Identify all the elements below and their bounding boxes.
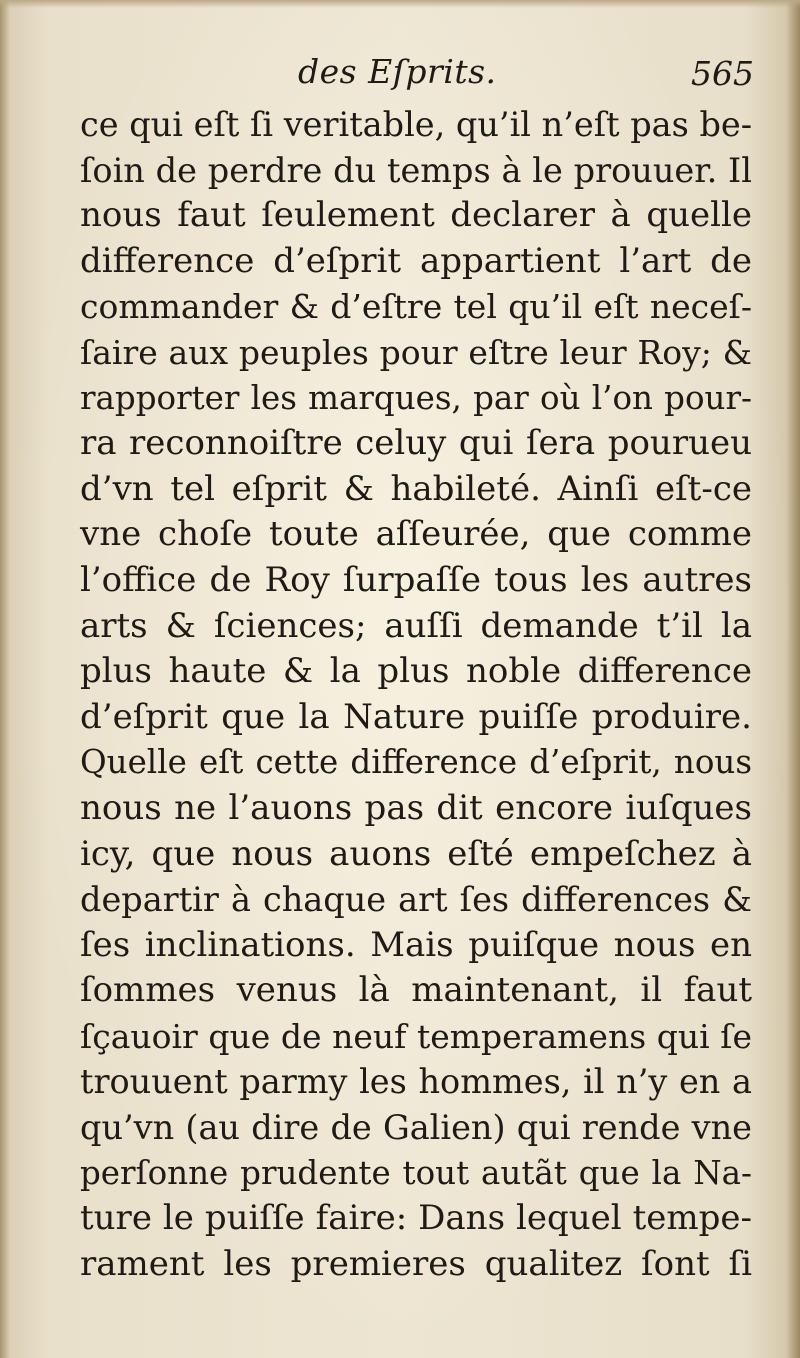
text-line: departir à chaque art ſes differences & — [80, 880, 752, 920]
body-text — [80, 102, 752, 1287]
text-line: l’office de Roy ſurpaſſe tous les autres — [80, 559, 752, 600]
text-line: icy, que nous auons eſté empeſchez à — [80, 833, 752, 874]
text-line: vne choſe toute aſſeurée, que comme — [80, 514, 752, 555]
page-top-edge-shadow — [0, 0, 800, 8]
page-left-edge-shadow — [0, 0, 10, 1358]
text-line: d’vn tel eſprit & habileté. Ainſi eſt-ce — [80, 468, 752, 509]
text-line: plus haute & la plus noble difference — [80, 651, 752, 692]
text-line: difference d’eſprit appartient l’art de — [80, 240, 752, 281]
text-line: rapporter les marques, par où l’on pour- — [80, 378, 752, 417]
text-line: d’eſprit que la Nature puiſſe produire. — [80, 696, 752, 737]
text-line: ture le puiſſe faire: Dans lequel tempe- — [80, 1198, 752, 1239]
text-line: qu’vn (au dire de Galien) qui rende vne — [80, 1108, 752, 1148]
text-line: perſonne prudente tout autãt que la Na- — [80, 1153, 752, 1192]
text-line: ſoin de perdre du temps à le prouuer. Il — [80, 150, 752, 190]
running-head: des Eſprits. — [298, 52, 497, 91]
text-line: ſes inclinations. Mais puiſque nous en — [80, 924, 752, 965]
page-header — [80, 52, 758, 96]
text-line: rament les premieres qualitez ſont ſi — [80, 1243, 752, 1284]
text-line: commander & d’eſtre tel qu’il eſt neceſ- — [80, 287, 752, 327]
text-line: trouuent parmy les hommes, il n’y en a — [80, 1062, 752, 1102]
text-line: arts & ſciences; auſſi demande t’il la — [80, 605, 752, 646]
text-line: Quelle eſt cette difference d’eſprit, nous — [80, 743, 752, 782]
page-number: 565 — [691, 54, 754, 93]
text-line: nous ne l’auons pas dit encore iuſques — [80, 787, 752, 828]
text-line: ſommes venus là maintenant, il faut — [80, 970, 752, 1011]
text-line: ſaire aux peuples pour eſtre leur Roy; & — [80, 332, 752, 372]
text-line: nous faut ſeulement declarer à quelle — [80, 195, 752, 236]
page-right-edge-shadow — [786, 0, 800, 1358]
text-line: ra reconnoiſtre celuy qui ſera pourueu — [80, 423, 752, 464]
text-line: ſçauoir que de neuf temperamens qui ſe — [80, 1016, 752, 1056]
text-line: ce qui eſt ſi veritable, qu’il n’eſt pas be- — [80, 105, 753, 144]
